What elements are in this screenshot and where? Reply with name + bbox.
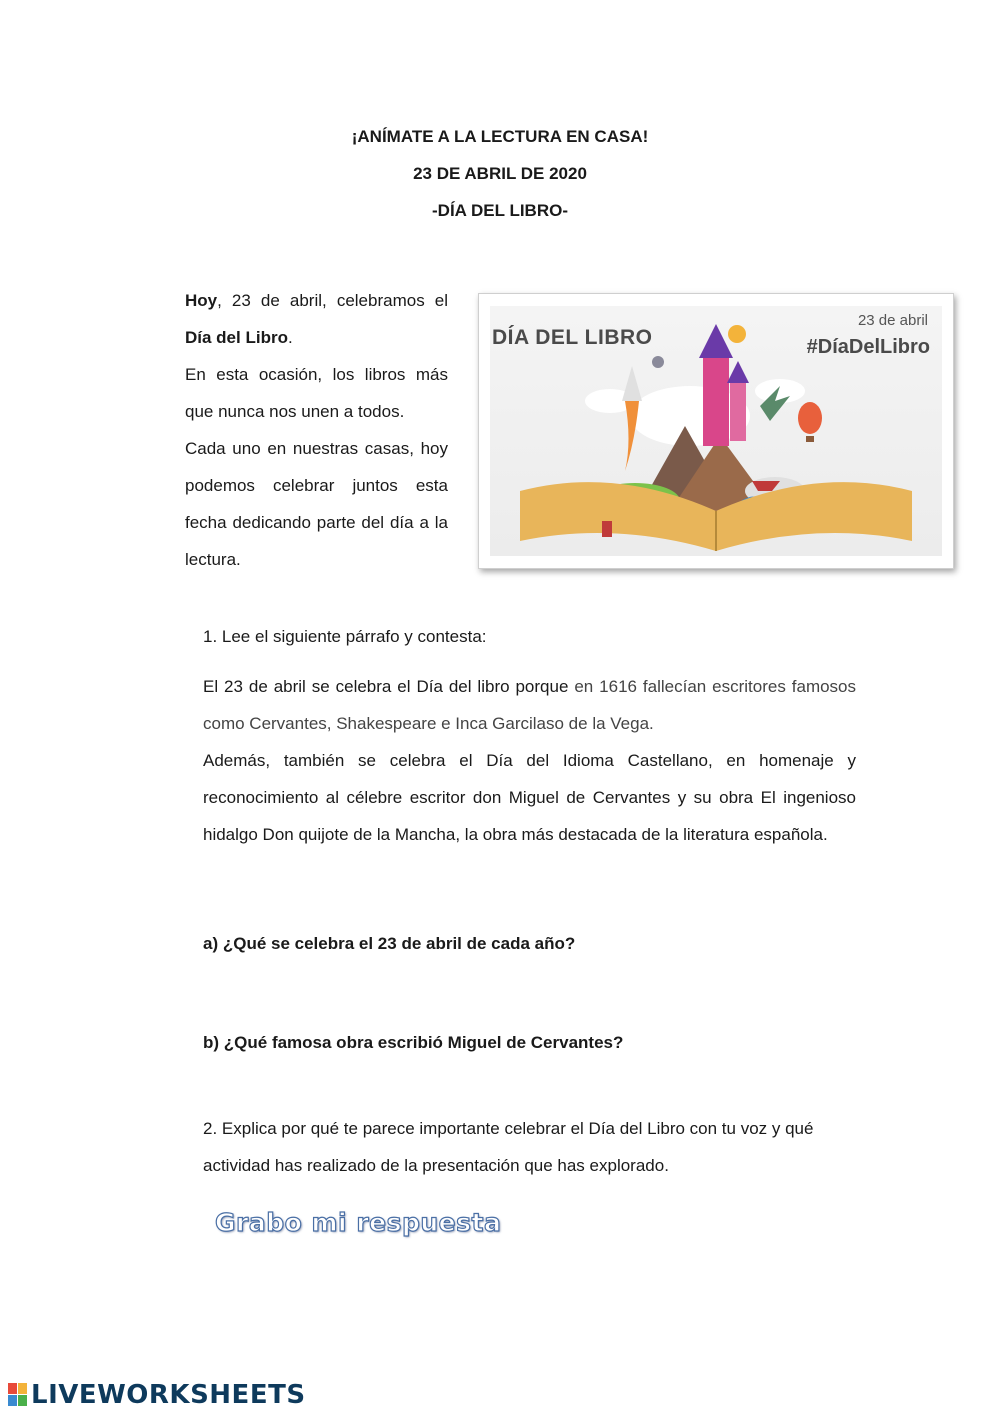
illustration-hashtag: #DíaDelLibro (806, 336, 930, 358)
illustration-canvas (490, 306, 942, 556)
question-a: a) ¿Qué se celebra el 23 de abril de cada año? (203, 934, 576, 953)
question-2: 2. Explica por qué te parece importante celebrar el Día del Libro con tu voz y qué actividad has realizado de la presentación que has explorado. (203, 1119, 814, 1175)
castle-side-tower (730, 381, 746, 441)
intro-paragraph-1 (185, 282, 448, 356)
question-1-label: 1. Lee el siguiente párrafo y contesta: (203, 627, 487, 646)
liveworksheets-logo-icon (8, 1383, 28, 1407)
intro-text-1: , 23 de abril, celebramos el (217, 291, 448, 310)
castle-side-roof (727, 361, 749, 383)
passage-paragraph-2: Además, también se celebra el Día del Idioma Castellano, en homenaje y reconocimiento al célebre escritor don Miguel de Cervantes y su obra El ingenioso hidalgo Don quijote de la Mancha, la obra más destacada de la literatura española. (203, 751, 856, 844)
brand-name: LIVEWORKSHEETS (31, 1380, 306, 1410)
record-answer-button[interactable]: Grabo mi respuesta (215, 1208, 502, 1237)
intro-period: . (287, 328, 293, 347)
rocket-icon (622, 366, 642, 401)
bookmark-icon (602, 521, 612, 537)
page-date: 23 DE ABRIL DE 2020 (413, 164, 587, 183)
intro-text (185, 282, 448, 578)
intro-bold-dia: Día del Libro (185, 328, 288, 347)
passage-paragraph-1 (203, 668, 856, 742)
balloon-icon (798, 402, 822, 434)
passage-text-1a: El 23 de abril se celebra el Día del libro porque (203, 677, 575, 696)
header (0, 118, 1000, 229)
intro-bold-hoy: Hoy (185, 291, 218, 310)
page-title: ¡ANÍMATE A LA LECTURA EN CASA! (351, 127, 649, 146)
footer-brand (8, 1380, 306, 1410)
passage-text-1b: en 1616 fallecían escritores famosos como Cervantes, Shakespeare e Inca Garcilaso de la Vega. (203, 677, 857, 733)
castle-tower (703, 356, 729, 446)
question-b: b) ¿Qué famosa obra escribió Miguel de Cervantes? (203, 1033, 624, 1052)
sun-icon (728, 325, 746, 343)
castle-roof (699, 324, 733, 358)
reading-passage (203, 668, 856, 853)
illustration-title: DÍA DEL LIBRO (492, 326, 653, 349)
intro-paragraph-3: Cada uno en nuestras casas, hoy podemos celebrar juntos esta fecha dedicando parte del día a la lectura. (185, 439, 448, 569)
intro-paragraph-2: En esta ocasión, los libros más que nunca nos unen a todos. (185, 365, 448, 421)
book-day-illustration (478, 293, 954, 569)
illustration-date: 23 de abril (857, 312, 928, 329)
page-subtitle: -DÍA DEL LIBRO- (432, 201, 568, 220)
planet-icon (652, 356, 664, 368)
balloon-basket (806, 436, 814, 442)
rocket-flame (625, 401, 639, 471)
